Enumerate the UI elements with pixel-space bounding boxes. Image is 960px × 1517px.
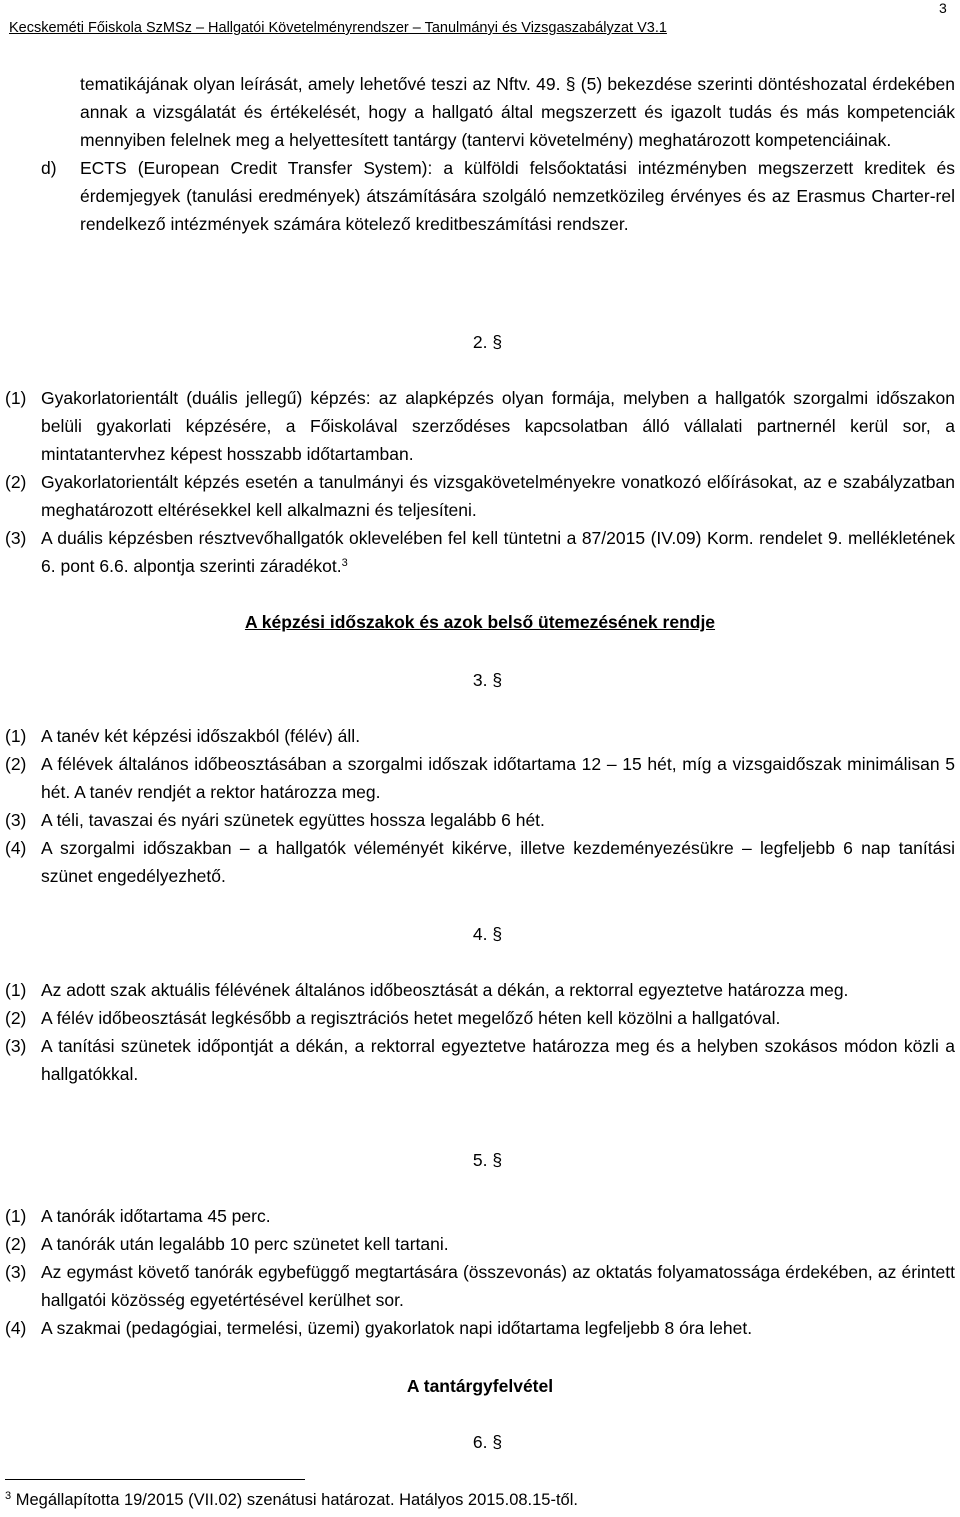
list-item: (2) A félévek általános időbeosztásában a szorgalmi időszak időtartama 12 – 15 hét, míg a vizsgaidőszak minimálisan 5 hét. A tanév rendjét a rektor határozza meg.: [5, 754, 955, 802]
list-item: (1) Gyakorlatorientált (duális jellegű) képzés: az alapképzés olyan formája, melyben a hallgatók szorgalmi időszakon belüli gyakorlati képzésére, a Főiskolával szerződéses kapcsolatban álló vállalati partnernél kerül sor, a mintatantervhez képest hosszabb időtartamban.: [5, 388, 955, 464]
footnote-text: Megállapította 19/2015 (VII.02) szenátusi határozat. Hatályos 2015.08.15-től.: [15, 1491, 578, 1509]
item-label: d): [41, 158, 57, 178]
definitions-continuation: [0, 70, 960, 238]
list-item: (3) A duális képzésben résztvevőhallgatók oklevelében fel kell tüntetni a 87/2015 (IV.09) Korm. rendelet 9. mellékletének 6. pont 6.6. alpontja szerinti záradékot.$^3$: [5, 528, 955, 576]
definition-item-d: d) ECTS (European Credit Transfer System): a külföldi felsőoktatási intézményben megszerzett kreditek és érdemjegyek (tanulási eredmények) átszámítására szolgáló nemzetközileg érvényes és az Erasmus Charter-rel rendelkező intézmények számára kötelező kreditbeszámítási rendszer.: [0, 154, 960, 238]
section-heading-4: 4. §: [472, 924, 503, 944]
list-item: (1) A tanórák időtartama 45 perc.: [5, 1206, 271, 1226]
footnote: [5, 1489, 578, 1511]
running-header: Kecskeméti Főiskola SzMSz – Hallgatói Követelményrendszer – Tanulmányi és Vizsgaszabályzat V3.1: [9, 20, 667, 36]
section-5-body: [0, 1202, 960, 1342]
section-4-body: [0, 976, 960, 1088]
page-number: 3: [939, 0, 947, 16]
list-item: (2) A tanórák után legalább 10 perc szünetet kell tartani.: [5, 1234, 449, 1254]
section-2-body: [0, 384, 960, 580]
list-item: (4) A szorgalmi időszakban – a hallgatók véleményét kikérve, illetve kezdeményezésükre – legfeljebb 6 nap tanítási szünet engedélyezhető.: [5, 838, 955, 886]
footnote-separator: [5, 1479, 305, 1480]
section-heading-2: 2. §: [472, 332, 503, 352]
section-title-schedule: A képzési időszakok és azok belső ütemezésének rendje: [244, 612, 716, 632]
section-heading-3: 3. §: [472, 670, 503, 690]
list-item: (4) A szakmai (pedagógiai, termelési, üzemi) gyakorlatok napi időtartama legfeljebb 8 óra lehet.: [5, 1318, 753, 1338]
footnote-number: 3: [5, 1490, 12, 1502]
list-item: (3) A téli, tavaszai és nyári szünetek együttes hossza legalább 6 hét.: [5, 810, 545, 830]
list-item: (1) Az adott szak aktuális félévének általános időbeosztását a dékán, a rektorral egyeztetve határozza meg.: [5, 980, 849, 1000]
list-item: (2) Gyakorlatorientált képzés esetén a tanulmányi és vizsgakövetelményekre vonatkozó előírásokat, az e szabályzatban meghatározott eltérésekkel kell alkalmazni és teljesíteni.: [5, 472, 955, 520]
list-item: (2) A félév időbeosztását legkésőbb a regisztrációs hetet megelőző héten kell közölni a hallgatóval.: [5, 1008, 781, 1028]
list-item: (3) A tanítási szünetek időpontját a dékán, a rektorral egyeztetve határozza meg és a helyben szokásos módon közli a hallgatókkal.: [5, 1036, 955, 1084]
section-3-body: [0, 722, 960, 890]
section-title-course-registration: A tantárgyfelvétel: [406, 1376, 554, 1396]
list-item: (3) Az egymást követő tanórák egybefüggő megtartására (összevonás) az oktatás folyamatossága érdekében, az érintett hallgatói közösség egyetértésével kerülhet sor.: [5, 1262, 955, 1310]
section-heading-6: 6. §: [472, 1432, 503, 1452]
footnote-ref: 3: [341, 557, 348, 569]
paragraph-continuation: tematikájának olyan leírását, amely lehetővé teszi az Nftv. 49. § (5) bekezdése szerinti döntéshozatal érdekében annak a vizsgálatát és értékelését, hogy a hallgató által megszerzett és igazolt tudás és más kompetenciák mennyiben felelnek meg a helyettesített tantárgy (tantervi követelmény) meghatározott kompetenciáinak.: [80, 74, 955, 150]
list-item: (1) A tanév két képzési időszakból (félév) áll.: [5, 726, 361, 746]
section-heading-5: 5. §: [472, 1150, 503, 1170]
